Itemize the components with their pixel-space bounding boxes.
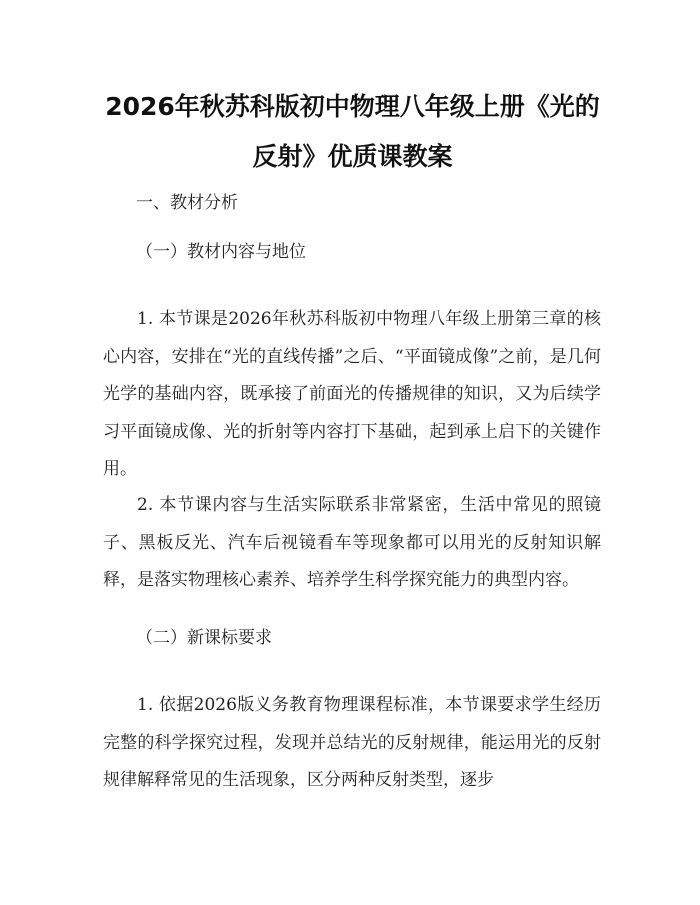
subsection-heading-content-and-position: （一）教材内容与地位 bbox=[136, 242, 306, 262]
subsection-heading-curriculum-standard: （二）新课标要求 bbox=[136, 628, 272, 648]
paragraph-content-position: 1. 本节课是2026年秋苏科版初中物理八年级上册第三章的核心内容，安排在“光的直线传播”之后、“平面镜成像”之前，是几何光学的基础内容，既承接了前面光的传播规律的知识，又为后续学习平面镜成像、光的折射等内容打下基础，起到承上启下的关键作用。 bbox=[103, 309, 601, 479]
section-heading-textbook-analysis: 一、教材分析 bbox=[136, 193, 238, 213]
paragraph-curriculum-requirement: 1. 依据2026版义务教育物理课程标准，本节课要求学生经历完整的科学探究过程，发现并总结光的反射规律，能运用光的反射规律解释常见的生活现象，区分两种反射类型，逐步 bbox=[103, 695, 601, 790]
document-title: 2026年秋苏科版初中物理八年级上册《光的反射》优质课教案 bbox=[105, 92, 600, 171]
paragraph-life-connection: 2. 本节课内容与生活实际联系非常紧密，生活中常见的照镜子、黑板反光、汽车后视镜看车等现象都可以用光的反射知识解释，是落实物理核心素养、培养学生科学探究能力的典型内容。 bbox=[103, 495, 601, 590]
